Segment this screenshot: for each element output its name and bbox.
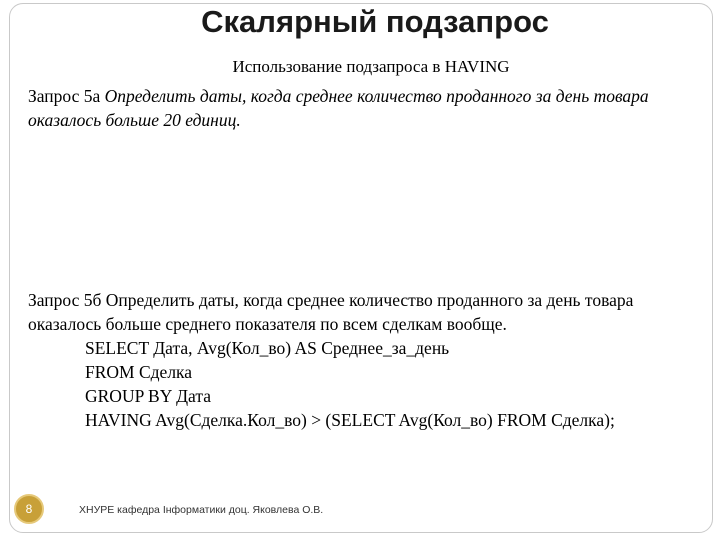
sql-line-having: HAVING Avg(Сделка.Кол_во) > (SELECT Avg(Кол_во) FROM Сделка);	[85, 410, 615, 430]
page-number-badge	[14, 494, 44, 524]
slide-frame	[9, 3, 713, 533]
slide-subtitle: Использование подзапроса в HAVING	[232, 57, 510, 76]
sql-line-group-by: GROUP BY Дата	[85, 386, 211, 406]
sql-line-select: SELECT Дата, Avg(Кол_во) AS Среднее_за_день	[85, 338, 450, 358]
query-5a	[28, 84, 708, 132]
query-5b-description: Определить даты, когда среднее количество проданного за день товара оказалось больше среднего показателя по всем сделкам вообще.	[28, 290, 634, 334]
footer-text: ХНУРЕ кафедра Інформатики доц. Яковлева О.В.	[79, 504, 324, 516]
page-number: 8	[25, 502, 33, 516]
query-5a-label: Запрос 5а	[28, 86, 101, 106]
query-5a-description: Определить даты, когда среднее количество проданного за день товара оказалось больше 20 единиц.	[28, 86, 649, 130]
query-5b-text	[28, 288, 708, 336]
slide-title: Скалярный подзапрос	[201, 4, 549, 39]
query-5b-label: Запрос 5б	[28, 290, 102, 310]
query-5b	[28, 288, 708, 432]
sql-line-from: FROM Сделка	[85, 362, 193, 382]
